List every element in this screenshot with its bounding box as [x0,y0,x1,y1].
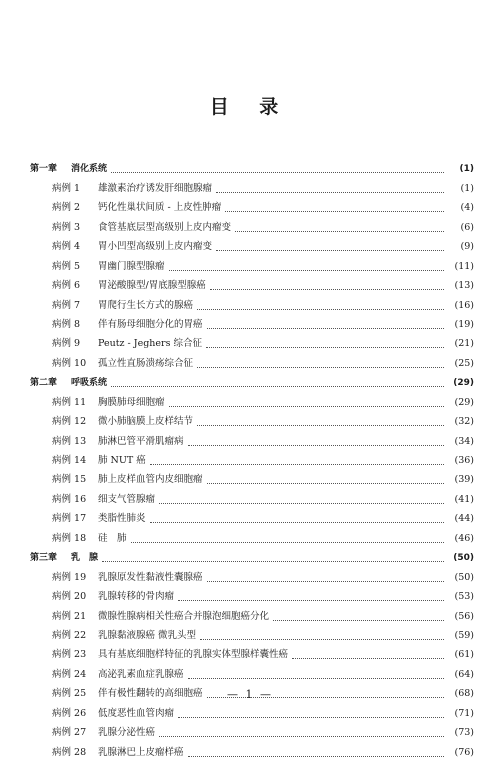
case-number: 病例 10 [52,357,87,369]
case-number: 病例 9 [52,338,81,350]
case-title: 胃泌酸腺型/胃底腺型腺癌 [98,280,206,292]
dot-leader [292,657,444,659]
toc-case-row[interactable] [30,214,474,233]
page-number: — 1 — [227,688,273,701]
case-number: 病例 27 [52,727,87,739]
toc-case-row[interactable] [30,234,474,253]
case-title: 肺淋巴管平滑肌瘤病 [98,435,184,447]
page-ref: (50) [454,571,474,583]
case-number: 病例 1 [52,182,81,194]
page-ref: (56) [454,610,474,622]
page-ref: (61) [454,649,474,661]
case-title: 食管基底层型高级别上皮内瘤变 [98,221,232,233]
chapter-number: 第三章 [30,553,58,564]
page-ref: (59) [454,629,474,641]
case-title: 具有基底细胞样特征的乳腺实体型腺样囊性癌 [98,649,289,661]
toc-chapter-row[interactable] [30,545,474,564]
toc-case-row[interactable] [30,350,474,369]
case-title: 胃幽门腺型腺瘤 [98,260,165,272]
page-ref: (68) [454,688,474,700]
dot-leader [102,560,444,562]
chapter-number: 第一章 [30,164,58,175]
dot-leader [206,346,444,348]
page-ref: (29) [454,396,474,408]
page-ref: (41) [454,493,474,505]
case-number: 病例 22 [52,629,87,641]
dot-leader [207,327,444,329]
page-ref: (71) [454,707,474,719]
case-title: 乳腺黏液腺癌 微乳头型 [98,629,197,641]
page-ref: (73) [454,727,474,739]
case-title: 胸膜肺母细胞瘤 [98,396,165,408]
toc-case-row[interactable] [30,486,474,505]
page-ref: (32) [454,416,474,428]
page-ref: (39) [454,474,474,486]
toc-case-row[interactable] [30,428,474,447]
case-number: 病例 17 [52,513,87,525]
dot-leader [111,171,444,173]
case-number: 病例 8 [52,318,81,330]
case-title: 雄激素治疗诱发肝细胞腺瘤 [98,182,213,194]
toc-case-row[interactable] [30,253,474,272]
toc-chapter-row[interactable] [30,156,474,175]
case-number: 病例 18 [52,532,87,544]
case-title: 类脂性肺炎 [98,513,146,525]
chapter-title: 消化系统 [71,164,108,175]
case-title: 微腺性腺病相关性癌合并腺泡细胞癌分化 [98,610,270,622]
page-ref: (53) [454,591,474,603]
page-ref: (64) [454,668,474,680]
chapter-title: 乳 腺 [71,553,99,564]
toc-case-row[interactable] [30,292,474,311]
toc-case-row[interactable] [30,623,474,642]
dot-leader [225,210,444,212]
page-ref: (29) [453,378,474,389]
case-number: 病例 6 [52,280,81,292]
toc-case-row[interactable] [30,603,474,622]
case-number: 病例 15 [52,474,87,486]
case-title: 胃爬行生长方式的腺癌 [98,299,194,311]
case-title: 高泌乳素血症乳腺癌 [98,668,184,680]
dot-leader [200,638,444,640]
case-title: 细支气管腺瘤 [98,493,156,505]
page-title: 目 录 [209,96,291,118]
dot-leader [169,269,444,271]
dot-leader [207,482,444,484]
case-title: 乳腺转移的骨肉瘤 [98,591,175,603]
dot-leader [235,230,444,232]
page-ref: (11) [454,260,474,272]
case-number: 病例 4 [52,241,81,253]
page-ref: (46) [454,532,474,544]
case-number: 病例 24 [52,668,87,680]
case-number: 病例 16 [52,493,87,505]
toc-case-row[interactable] [30,506,474,525]
chapter-number: 第二章 [30,378,58,389]
case-title: 胃小凹型高级别上皮内瘤变 [98,241,213,253]
toc-case-row[interactable] [30,564,474,583]
page-ref: (16) [454,299,474,311]
case-number: 病例 25 [52,688,87,700]
dot-leader [169,405,444,407]
case-number: 病例 28 [52,746,87,758]
dot-leader [188,677,444,679]
toc-case-row[interactable] [30,389,474,408]
page-ref: (9) [460,241,474,253]
page-ref: (21) [454,338,474,350]
case-title: 乳腺原发性黏液性囊腺癌 [98,571,203,583]
page-ref: (50) [453,553,474,564]
dot-leader [150,463,444,465]
case-title: Peutz - Jeghers 综合征 [98,338,202,350]
dot-leader [273,619,444,621]
case-number: 病例 12 [52,416,87,428]
toc-case-row[interactable] [30,448,474,467]
chapter-title: 呼吸系统 [71,378,108,389]
dot-leader [131,541,444,543]
page-ref: (44) [454,513,474,525]
page-ref: (1) [459,164,474,175]
case-title: 肺上皮样血管内皮细胞瘤 [98,474,203,486]
case-number: 病例 3 [52,221,81,233]
toc-case-row[interactable] [30,175,474,194]
case-title: 微小肺脑膜上皮样结节 [98,416,194,428]
case-number: 病例 19 [52,571,87,583]
page-ref: (4) [460,202,474,214]
dot-leader [178,599,444,601]
dot-leader [207,580,444,582]
case-number: 病例 21 [52,610,87,622]
case-title: 乳腺分泌性癌 [98,727,156,739]
dot-leader [178,716,444,718]
page-ref: (25) [454,357,474,369]
dot-leader [111,385,444,387]
toc-case-row[interactable] [30,273,474,292]
case-title: 肺 NUT 癌 [98,455,146,466]
case-number: 病例 26 [52,707,87,719]
dot-leader [150,521,444,523]
table-of-contents [30,156,474,759]
page-ref: (13) [454,280,474,292]
toc-case-row[interactable] [30,525,474,544]
dot-leader [216,249,444,251]
page-ref: (1) [460,182,474,194]
page-ref: (34) [454,435,474,447]
case-number: 病例 13 [52,435,87,447]
toc-case-row[interactable] [30,661,474,680]
dot-leader [188,444,444,446]
dot-leader [159,735,444,737]
dot-leader [188,755,444,757]
dot-leader [216,191,444,193]
case-title: 孤立性直肠溃疡综合征 [98,357,194,369]
case-number: 病例 7 [52,299,81,311]
page-ref: (6) [460,221,474,233]
case-title: 钙化性巢状间质 - 上皮性肿瘤 [98,202,222,214]
dot-leader [159,502,444,504]
case-number: 病例 20 [52,591,87,603]
dot-leader [197,308,444,310]
dot-leader [197,366,444,368]
case-number: 病例 14 [52,455,87,466]
case-title: 低度恶性血管肉瘤 [98,707,175,719]
case-title: 乳腺淋巴上皮瘤样癌 [98,746,184,758]
toc-case-row[interactable] [30,331,474,350]
dot-leader [197,424,444,426]
toc-case-row[interactable] [30,467,474,486]
case-number: 病例 23 [52,649,87,661]
page-ref: (36) [454,455,474,466]
toc-chapter-row[interactable] [30,370,474,389]
toc-case-row[interactable] [30,195,474,214]
toc-case-row[interactable] [30,584,474,603]
toc-case-row[interactable] [30,642,474,661]
dot-leader [210,288,444,290]
case-title: 伴有极性翻转的高细胞癌 [98,688,203,700]
case-title: 伴有肠母细胞分化的胃癌 [98,318,203,330]
case-title: 硅 肺 [98,532,127,544]
page-ref: (19) [454,318,474,330]
toc-case-row[interactable] [30,739,474,758]
toc-case-row[interactable] [30,312,474,331]
toc-case-row[interactable] [30,720,474,739]
case-number: 病例 5 [52,260,81,272]
toc-case-row[interactable] [30,409,474,428]
case-number: 病例 11 [52,396,87,408]
page-ref: (76) [454,746,474,758]
case-number: 病例 2 [52,202,81,214]
